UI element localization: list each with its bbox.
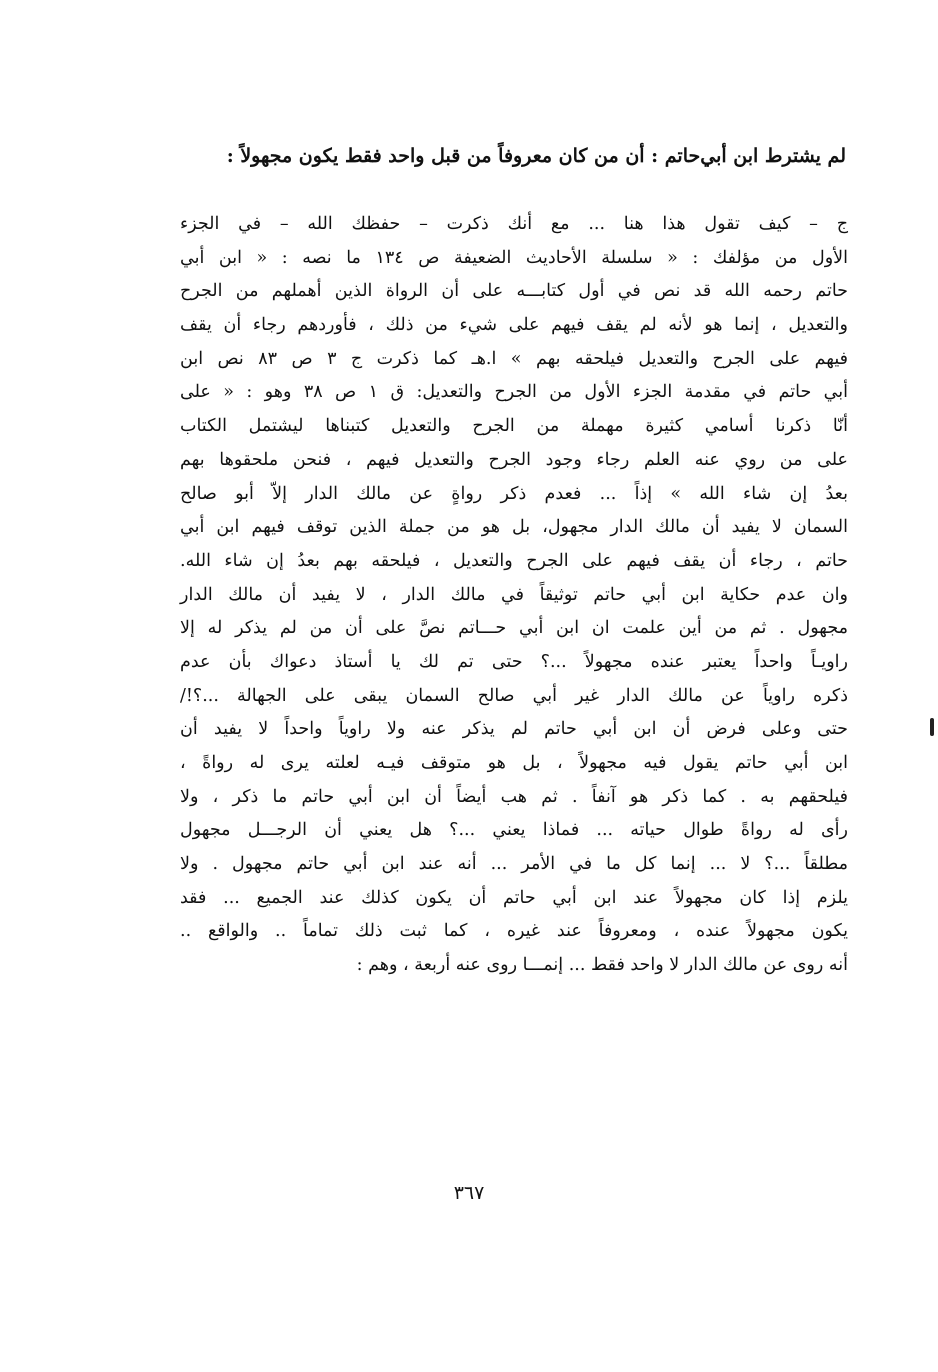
- text-line: مطلقاً ...؟ لا ... إنما كل ما في الأمر ... أنه عند ابن أبي حاتم مجهول . ولا: [180, 854, 848, 875]
- text-line: بعدُ إن شاء الله » إذاً ... فعدم ذكر رواةٍ عن مالك الدار إلاّ أبو صالح: [180, 483, 848, 504]
- text-line: على من روي عنه العلم رجاء وجود الجرح والتعديل فيهم ، فنحن ملحقوها بهم: [180, 449, 848, 470]
- text-line: أنه روى عن مالك الدار لا واحد فقط ... إنمـــا روى عنه أربعة ، وهم :: [356, 955, 848, 976]
- text-line: السمان لا يفيد أن مالك الدار مجهول، بل هو من جملة الذين توقف فيهم ابن أبي: [180, 517, 848, 538]
- text-line: فيلحقهم به . كما ذكر هو آنفاً . ثم هب أيضاً أن ابن أبي حاتم ما ذكر ، ولا: [180, 786, 848, 807]
- text-line: يلزم إذا كان مجهولاً عند ابن أبي حاتم أن يكون كذلك عند الجميع ... فقد: [180, 887, 848, 908]
- text-line: ابن أبي حاتم يقول فيه مجهولاً ، بل هو متوقف فيـه لعلته يرى له رواةً ،: [180, 753, 848, 773]
- body-paragraph: [180, 208, 848, 983]
- text-line: أبي حاتم في مقدمة الجزء الأول من الجرح والتعديل: ق ١ ص ٣٨ وهو : « على: [180, 382, 848, 403]
- text-line: وان عدم حكاية ابن أبي حاتم توثيقاً في مالك الدار ، لا يفيد أن مالك الدار: [180, 584, 848, 605]
- section-heading: لم يشترط ابن أبي‌حاتم : أن من كان معروفاً من قبل واحد فقط يكون مجهولاً :: [226, 145, 846, 167]
- text-line: حاتم ، رجاء أن يقف فيهم على الجرح والتعديل ، فيلحقه بهم بعدُ إن شاء الله.: [180, 550, 848, 571]
- text-line: مجهول . ثم من أين علمت ان ابن أبي حـــاتم نصَّ على أن من لم يذكر له إلا: [180, 618, 848, 639]
- text-line: يكون مجهولاً عنده ، ومعروفاً عند غيره ، كما ثبت ذلك تماماً .. والواقع ..: [180, 921, 848, 942]
- text-line: حاتم رحمه الله قد نص في أول كتابـــه على أن الرواة الذين أهملهم من الجرح: [180, 281, 848, 302]
- page-number: ٣٦٧: [453, 1182, 485, 1204]
- scan-margin-mark: [930, 718, 934, 736]
- text-line: رأى له رواةً طوال حياته ... فماذا يعني ...؟ هل يعني أن الرجـــل مجهول: [180, 820, 848, 841]
- text-line: والتعديل ، إنما هو لأنه لم يقف فيهم على شيء من ذلك ، فأوردهم رجاء أن يقف: [180, 315, 848, 336]
- text-line: حتى وعلى فرض أن ابن أبي حاتم لم يذكر عنه ولا راوياً واحداً لا يفيد أن: [180, 719, 848, 740]
- text-line: ج – كيف تقول هذا هنا ... مع أنك ذكرت – حفظك الله – في الجزء: [180, 214, 848, 234]
- text-line: فيهم على الجرح والتعديل فيلحقه بهم » ا.هـ كما ذكرت ج ٣ ص ٨٣ نص ابن: [180, 348, 848, 369]
- text-line: ذكره راوياً عن مالك الدار غير أبي صالح السمان يبقى على الجهالة ...؟!/: [180, 685, 848, 706]
- text-line: راويـاً واحداً يعتبر عنده مجهولاً ...؟ حتى تم لك يا أستاذ دعواك بأن عدم: [180, 651, 848, 672]
- text-line: أنّا ذكرنا أسامي كثيرة مهملة من الجرح والتعديل كتبناها ليشتمل الكتاب: [180, 416, 848, 437]
- text-line: الأول من مؤلفك : « سلسلة الأحاديث الضعيفة ص ١٣٤ ما نصه : « ابن أبي: [180, 247, 848, 268]
